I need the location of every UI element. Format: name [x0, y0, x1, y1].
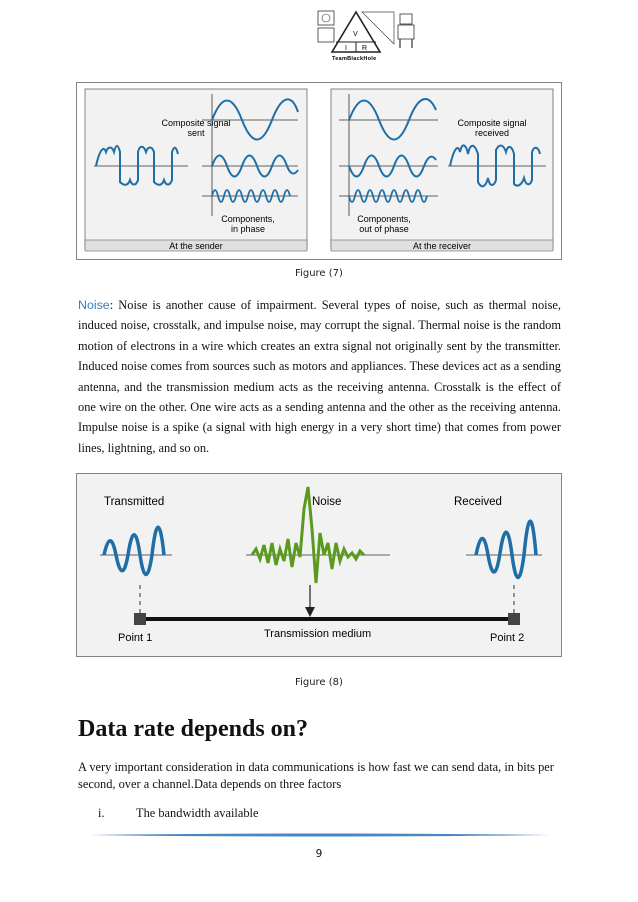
sent-label-line2: sent — [187, 128, 205, 138]
section-body: A very important consideration in data communications is how fast we can send data, in bits per second, over a channel.Data depends on three factors — [78, 760, 554, 791]
sender-footer: At the sender — [169, 241, 223, 251]
footer-divider — [90, 833, 550, 837]
logo-pennant-icon — [362, 12, 394, 44]
figure-8-caption: Figure (8) — [295, 677, 343, 688]
noise-paragraph-text: : Noise is another cause of impairment. Several types of noise, such as thermal noise, induced noise, crosstalk, and impulse noise, may corrupt the signal. Thermal noise is the random motion of electrons in a wire which creates an extra signal not originally sent by the transmitter. Induced noise comes from sources such as motors and appliances. These devices act as a sending antenna, and the transmission medium acts as the receiving antenna. Crosstalk is the effect of one wire on the other. One wire acts as a sending antenna and the other as the receiving antenna. Impulse noise is a spike (a signal with high energy in a very short time) that comes from power lines, lightning, and so on. — [78, 298, 561, 455]
logo-board-icon — [318, 28, 334, 42]
received-label-line1: Composite signal — [457, 118, 527, 128]
point-2-label: Point 2 — [490, 632, 525, 644]
point-1-label: Point 1 — [118, 632, 153, 644]
transmitted-label: Transmitted — [104, 496, 165, 508]
figure-7-diagram — [76, 82, 562, 260]
list-item-text: The bandwidth available — [136, 806, 259, 820]
list-item — [98, 806, 259, 821]
logo-team-name: TeamBlackHole — [332, 56, 377, 62]
logo-robot-icon — [400, 14, 412, 24]
page-number: 9 — [315, 848, 323, 860]
section-heading: Data rate depends on? — [78, 716, 309, 742]
receiver-footer: At the receiver — [412, 241, 472, 251]
list-item-number: i. — [98, 806, 105, 820]
received-label: Received — [454, 496, 502, 508]
logo-letter-v: V — [353, 31, 358, 38]
noise-paragraph — [78, 295, 561, 458]
in-phase-label-line1: Components, — [221, 214, 275, 224]
noise-label: Noise — [312, 496, 342, 508]
point-2-marker — [508, 613, 520, 625]
noise-keyword: Noise — [78, 298, 110, 312]
logo-letter-r: R — [362, 45, 368, 52]
figure-7-caption: Figure (7) — [295, 268, 343, 279]
team-logo — [312, 8, 430, 62]
figure-8-diagram — [76, 473, 562, 657]
in-phase-label-line2: in phase — [230, 224, 266, 234]
out-of-phase-label-line2: out of phase — [359, 224, 409, 234]
point-1-marker — [134, 613, 146, 625]
sent-label-line1: Composite signal — [161, 118, 231, 128]
sender-panel — [85, 89, 307, 249]
logo-chip-icon — [318, 11, 334, 25]
out-of-phase-label-line1: Components, — [357, 214, 411, 224]
received-label-line2: received — [474, 128, 510, 138]
medium-label: Transmission medium — [264, 628, 372, 640]
logo-letter-i: I — [345, 45, 347, 52]
